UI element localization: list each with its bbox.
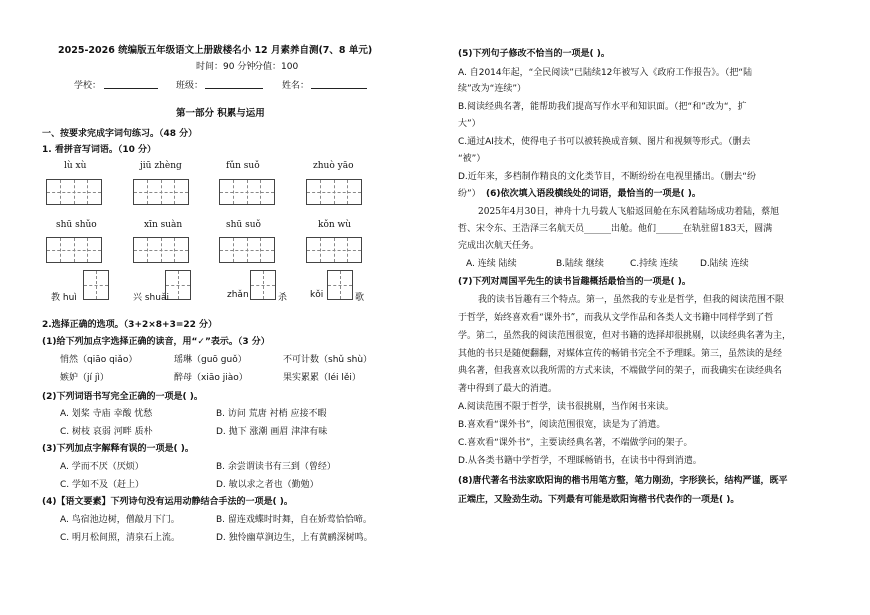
option-line: 大”）: [458, 119, 481, 129]
exam-time: 时间：90 分钟: [196, 62, 256, 72]
choice-option[interactable]: D. 抛下 涨潮 画眉 津津有味: [216, 427, 328, 437]
pinyin-label: fǔn suǒ: [226, 161, 260, 171]
choice-option[interactable]: C.喜欢看“课外书”，主要读经典名著，不端做学问的架子。: [458, 438, 693, 448]
fill-word: 杀: [278, 293, 288, 303]
part-title: 第一部分 积累与运用: [176, 108, 265, 119]
char-box[interactable]: [250, 270, 276, 300]
question-title: (8)唐代著名书法家欧阳询的楷书用笔方整，笔力刚劲，字形狭长，结构严谨，既平: [458, 476, 788, 486]
page-title: 2025-2026 统编版五年级语文上册跋楼名小 12 月素养自测(7、8 单元): [58, 45, 373, 56]
answer-box[interactable]: [306, 237, 362, 263]
class-label: 班级：: [176, 81, 204, 91]
choice-option[interactable]: B. 留连戏蝶时时舞，自在娇莺恰恰啼。: [216, 515, 372, 525]
pinyin-label: xīn suàn: [144, 220, 183, 230]
passage-line: 我的读书旨趣有三个特点。第一，虽然我的专业是哲学，但我的阅读范围不限: [478, 295, 785, 305]
question-title: (2)下列词语书写完全正确的一项是( )。: [42, 392, 203, 402]
reading-option: 嫉妒（jí jì）: [60, 373, 109, 383]
choice-option[interactable]: D.陆续 连续: [700, 259, 749, 269]
reading-option: 悄然（qiāo qiǎo）: [60, 355, 138, 365]
char-box[interactable]: [327, 270, 353, 300]
answer-box[interactable]: [46, 179, 102, 205]
school-field[interactable]: [104, 88, 158, 89]
fill-word: 兴 shuǎi: [133, 293, 169, 303]
fill-word: zhǎn: [227, 290, 249, 300]
fill-word: 教 huì: [51, 293, 77, 303]
option-line: 纷”）: [458, 189, 481, 199]
question-1-title: 1. 看拼音写词语。（10 分）: [42, 145, 156, 155]
option-line: B.阅读经典名著，能帮助我们提高写作水平和知识面。（把“和”改为“，扩: [458, 102, 747, 112]
choice-option[interactable]: A.阅读范围不限于哲学，读书很挑剔，当作闲书来读。: [458, 402, 674, 412]
passage-line: 完成出次航天任务。: [458, 241, 540, 251]
reading-option: 不可计数（shǔ shù）: [283, 355, 373, 365]
pinyin-label: jiū zhèng: [140, 161, 182, 171]
option-line: A. 自2014年起，“全民阅读”已陆续12年被写入《政府工作报告》。（把“陆: [458, 68, 753, 78]
passage-line: 于哲学，始终喜欢看“课外书”，而我从文学作品和各类人文书籍中同样学到了哲: [458, 313, 774, 323]
reading-option: 果实累累（léi lěi）: [283, 373, 361, 383]
choice-option[interactable]: B.陆续 继续: [556, 259, 604, 269]
reading-option: 瑶琳（guō guǒ）: [174, 355, 247, 365]
choice-option[interactable]: C. 明月松间照，清泉石上流。: [60, 533, 181, 543]
choice-option[interactable]: D. 独怜幽草涧边生，上有黄鹂深树鸣。: [216, 533, 373, 543]
char-box[interactable]: [83, 270, 109, 300]
question-title: (1)给下列加点字选择正确的读音，用“✓”表示。（3 分）: [42, 337, 270, 347]
choice-option[interactable]: A. 划桨 寺庙 幸酸 忧愁: [60, 409, 153, 419]
choice-option[interactable]: A. 鸟宿池边树，僧敲月下门。: [60, 515, 180, 525]
choice-option[interactable]: C. 树枝 哀弱 河畔 质朴: [60, 427, 153, 437]
option-line: 续”改为“连续”）: [458, 84, 526, 94]
pinyin-label: kǒn wù: [318, 220, 352, 230]
fill-word: kǒi: [310, 290, 324, 300]
passage-line: 学。第二，虽然我的阅读范围很宽，但对书籍的选择却很挑剔，以读经典名著为主，: [458, 331, 792, 341]
answer-box[interactable]: [219, 237, 275, 263]
name-field[interactable]: [311, 88, 367, 89]
passage-line: 其他的书只是随便翻翻，对媒体宣传的畅销书完全不予理睬。第三，虽然读的是经: [458, 349, 783, 359]
answer-box[interactable]: [133, 179, 189, 205]
passage-line: 典名著，但我喜欢以我所需的方式来读，不端做学问的架子，而我确实在读经典名: [458, 366, 783, 376]
answer-box[interactable]: [133, 237, 189, 263]
reading-option: 醉母（xiāo jiào）: [174, 373, 248, 383]
pinyin-label: shū shǔo: [56, 220, 97, 230]
name-label: 姓名：: [282, 81, 310, 91]
section-2-title: 2.选择正确的选项。（3+2×8+3=22 分）: [42, 320, 218, 330]
passage-line: 著中得到了最大的消遣。: [458, 384, 558, 394]
pinyin-label: lù xù: [64, 161, 87, 171]
question-title: (5)下列句子修改不恰当的一项是( )。: [458, 49, 610, 59]
choice-option[interactable]: C.持续 连续: [630, 259, 679, 269]
choice-option[interactable]: A. 连续 陆续: [466, 259, 517, 269]
choice-option[interactable]: D.从各类书籍中学哲学，不理睬畅销书，在读书中得到消遣。: [458, 456, 702, 466]
passage-line: 哲、宋令东、王浩泽三名航天员______出舱。他们______在轨驻留183天，圆满: [458, 224, 773, 234]
choice-option[interactable]: B. 余尝谓读书有三到（曾经）: [216, 462, 336, 472]
choice-option[interactable]: B. 访问 荒唐 衬梢 应接不暇: [216, 409, 327, 419]
answer-box[interactable]: [46, 237, 102, 263]
section-1-title: 一、按要求完成字词句练习。（48 分）: [42, 129, 198, 139]
option-line: D.近年来，多档制作精良的文化类节目，不断纷纷在电视里播出。（删去“纷: [458, 172, 756, 182]
answer-box[interactable]: [306, 179, 362, 205]
pinyin-label: shū suǒ: [226, 220, 261, 230]
question-title: (6)依次填入语段横线处的词语，最恰当的一项是( )。: [486, 189, 701, 199]
exam-score: 分值：100: [254, 62, 299, 72]
question-title: (4)【语文要素】下列诗句没有运用动静结合手法的一项是( )。: [42, 497, 293, 507]
choice-option[interactable]: C. 学如不及（赶上）: [60, 480, 145, 490]
answer-box[interactable]: [219, 179, 275, 205]
option-line: C.通过AI技术，使得电子书可以被转换成音频、图片和视频等形式。（删去: [458, 137, 751, 147]
question-title: (3)下列加点字解释有误的一项是( )。: [42, 444, 194, 454]
class-field[interactable]: [205, 88, 263, 89]
choice-option[interactable]: A. 学而不厌（厌烦）: [60, 462, 144, 472]
choice-option[interactable]: D. 敏以求之者也（勤勉）: [216, 480, 319, 490]
school-label: 学校：: [74, 81, 102, 91]
passage-line: 2025年4月30日，神舟十九号载人飞船返回舱在东风着陆场成功着陆，蔡旭: [478, 207, 780, 217]
question-title: (7)下列对周国平先生的读书旨趣概括最恰当的一项是( )。: [458, 277, 691, 287]
choice-option[interactable]: B.喜欢看“课外书”，阅读范围很宽，读是为了消遣。: [458, 420, 666, 430]
fill-word: 歌: [355, 293, 365, 303]
pinyin-label: zhuò yāo: [313, 161, 354, 171]
question-title: 正端庄，又险劲生动。下列最有可能是欧阳询楷书代表作的一项是( )。: [458, 495, 740, 505]
option-line: “被”）: [458, 154, 486, 164]
